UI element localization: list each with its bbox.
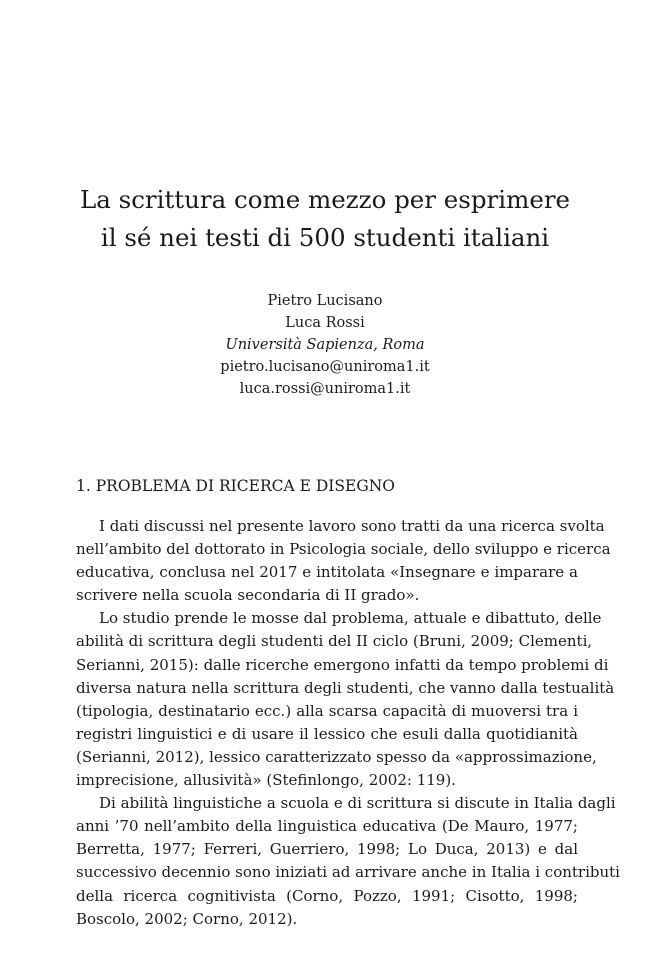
author-name: Luca Rossi bbox=[285, 315, 365, 331]
text-line: scrivere nella scuola secondaria di II grado». bbox=[76, 586, 420, 605]
text-line: abilità di scrittura degli studenti del II ciclo (Bruni, 2009; Clementi, bbox=[76, 632, 593, 651]
text-line: Berretta, 1977; Ferreri, Guerriero, 1998; Lo Duca, 2013) e dal bbox=[76, 840, 578, 859]
text-line: educativa, conclusa nel 2017 e intitolata «Insegnare e imparare a bbox=[76, 563, 578, 582]
text-line: (Serianni, 2012), lessico caratterizzato spesso da «approssimazione, bbox=[76, 747, 597, 766]
title-line-1: La scrittura come mezzo per esprimere bbox=[79, 185, 571, 214]
author-email: pietro.lucisano@uniroma1.it bbox=[220, 359, 430, 375]
text-line: Boscolo, 2002; Corno, 2012). bbox=[76, 909, 298, 928]
text-line: (tipologia, destinatario ecc.) alla scarsa capacità di muoversi tra i bbox=[76, 701, 578, 720]
section-heading: 1. PROBLEMA DI RICERCA E DISEGNO bbox=[76, 477, 395, 495]
text-line: registri linguistici e di usare il lessico che esuli dalla quotidianità bbox=[76, 724, 578, 743]
body-text bbox=[76, 515, 620, 931]
author-name: Pietro Lucisano bbox=[267, 293, 383, 309]
text-line: Lo studio prende le mosse dal problema, attuale e dibattuto, delle bbox=[99, 609, 602, 628]
text-line: nell’ambito del dottorato in Psicologia sociale, dello sviluppo e ricerca bbox=[76, 540, 611, 559]
text-line: diversa natura nella scrittura degli studenti, che vanno dalla testualità bbox=[76, 678, 615, 697]
paper-title bbox=[0, 181, 650, 257]
text-line: imprecisione, allusività» (Stefinlongo, 2002: 119). bbox=[76, 771, 456, 790]
text-line: anni ’70 nell’ambito della linguistica educativa (De Mauro, 1977; bbox=[76, 817, 578, 836]
author-email: luca.rossi@uniroma1.it bbox=[239, 381, 411, 397]
text-line: Serianni, 2015): dalle ricerche emergono infatti da tempo problemi di bbox=[76, 655, 609, 674]
text-line: successivo decennio sono iniziati ad arrivare anche in Italia i contributi bbox=[76, 863, 620, 882]
text-line: I dati discussi nel presente lavoro sono tratti da una ricerca svolta bbox=[99, 517, 605, 535]
author-affiliation: Università Sapienza, Roma bbox=[225, 337, 425, 353]
text-line: Di abilità linguistiche a scuola e di scrittura si discute in Italia dagli bbox=[99, 794, 616, 813]
text-line: della ricerca cognitivista (Corno, Pozzo, 1991; Cisotto, 1998; bbox=[76, 886, 578, 905]
title-line-2: il sé nei testi di 500 studenti italiani bbox=[100, 223, 550, 252]
author-block bbox=[0, 290, 650, 400]
